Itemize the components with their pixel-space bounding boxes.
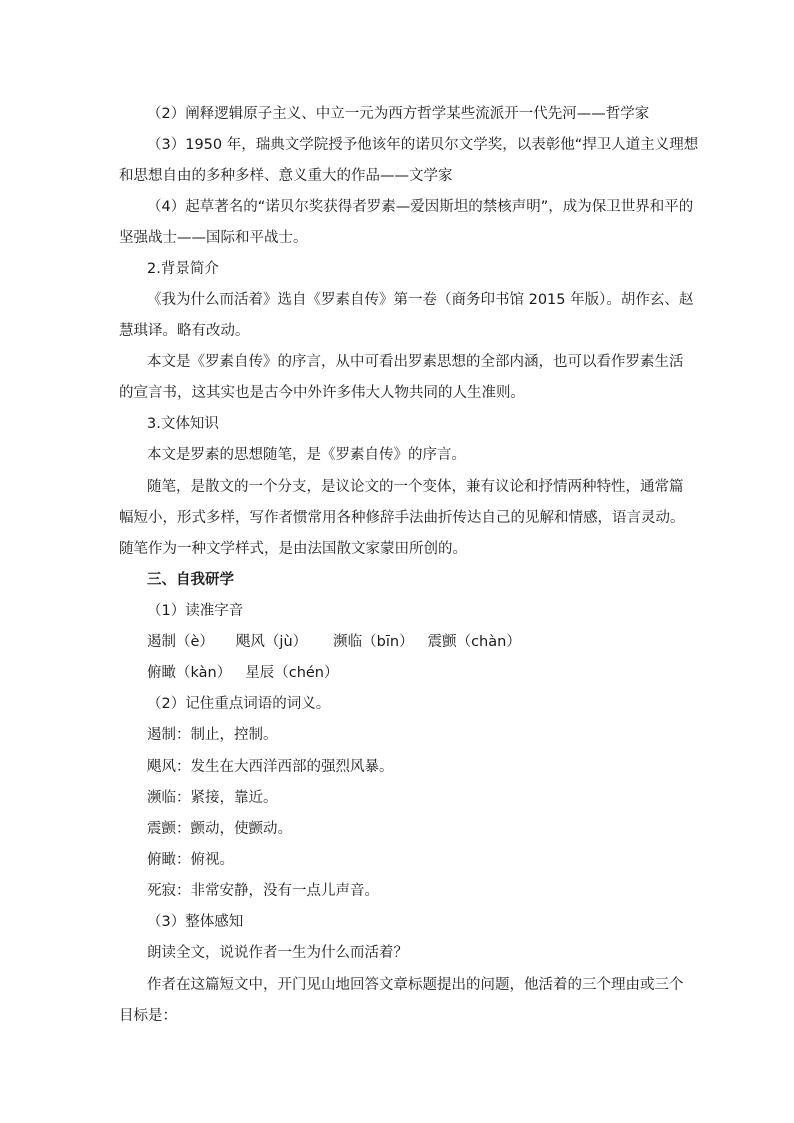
definition-line: 俯瞰：俯视。 bbox=[147, 852, 234, 868]
pinyin-item: 飓风（jù） bbox=[235, 634, 308, 650]
pinyin-row bbox=[147, 632, 521, 652]
definition-line: 死寂：非常安静，没有一点儿声音。 bbox=[147, 883, 379, 899]
text-line: 《我为什么而活着》选自《罗素自传》第一卷（商务印书馆 2015 年版）。胡作玄、赵 bbox=[147, 292, 694, 308]
text-line: 本文是罗素的思想随笔，是《罗素自传》的序言。 bbox=[147, 447, 466, 463]
text-line: 的宣言书，这其实也是古今中外许多伟大人物共同的人生准则。 bbox=[119, 385, 525, 401]
pinyin-item: 星辰（chén） bbox=[245, 665, 339, 681]
text-line: 朗读全文，说说作者一生为什么而活着？ bbox=[147, 945, 408, 961]
definition-line: 震颤：颤动，使颤动。 bbox=[147, 821, 292, 837]
definition-line: 濒临：紧接，靠近。 bbox=[147, 790, 278, 806]
pinyin-item: 震颤（chàn） bbox=[427, 634, 521, 650]
pinyin-item: 俯瞰（kàn） bbox=[147, 665, 232, 681]
text-line: （2）记住重点词语的词义。 bbox=[147, 696, 331, 712]
pinyin-item: 濒临（bīn） bbox=[333, 634, 414, 650]
text-line: （3）1950 年，瑞典文学院授予他该年的诺贝尔文学奖，以表彰他“捍卫人道主义理想 bbox=[147, 137, 699, 153]
text-line: 作者在这篇短文中，开门见山地回答文章标题提出的问题，他活着的三个理由或三个 bbox=[147, 977, 684, 993]
section-heading: 2.背景简介 bbox=[147, 261, 219, 277]
text-line: 本文是《罗素自传》的序言，从中可看出罗素思想的全部内涵，也可以看作罗素生活 bbox=[147, 354, 684, 370]
text-line: （4）起草著名的“诺贝尔奖获得者罗素—爱因斯坦的禁核声明”，成为保卫世界和平的 bbox=[147, 199, 694, 215]
section-title: 三、自我研学 bbox=[147, 572, 234, 588]
text-line: 慧琪译。略有改动。 bbox=[119, 323, 250, 339]
text-line: （2）阐释逻辑原子主义、中立一元为西方哲学某些流派开一代先河——哲学家 bbox=[147, 106, 650, 122]
text-line: 和思想自由的多种多样、意义重大的作品——文学家 bbox=[119, 168, 453, 184]
text-line: 幅短小，形式多样，写作者惯常用各种修辞手法曲折传达自己的见解和情感，语言灵动。 bbox=[119, 510, 685, 526]
section-heading: 3.文体知识 bbox=[147, 416, 219, 432]
text-line: 随笔，是散文的一个分支，是议论文的一个变体，兼有议论和抒情两种特性，通常篇 bbox=[147, 479, 684, 495]
definition-line: 遏制：制止，控制。 bbox=[147, 727, 278, 743]
text-line: 坚强战士——国际和平战士。 bbox=[119, 230, 308, 246]
text-line: （3）整体感知 bbox=[147, 914, 244, 930]
definition-line: 飓风：发生在大西洋西部的强烈风暴。 bbox=[147, 759, 394, 775]
text-line: 目标是： bbox=[119, 1008, 177, 1024]
pinyin-row bbox=[147, 663, 339, 683]
pinyin-item: 遏制（è） bbox=[147, 634, 214, 650]
text-line: 随笔作为一种文学样式，是由法国散文家蒙田所创的。 bbox=[119, 541, 467, 557]
text-line: （1）读准字音 bbox=[147, 603, 244, 619]
